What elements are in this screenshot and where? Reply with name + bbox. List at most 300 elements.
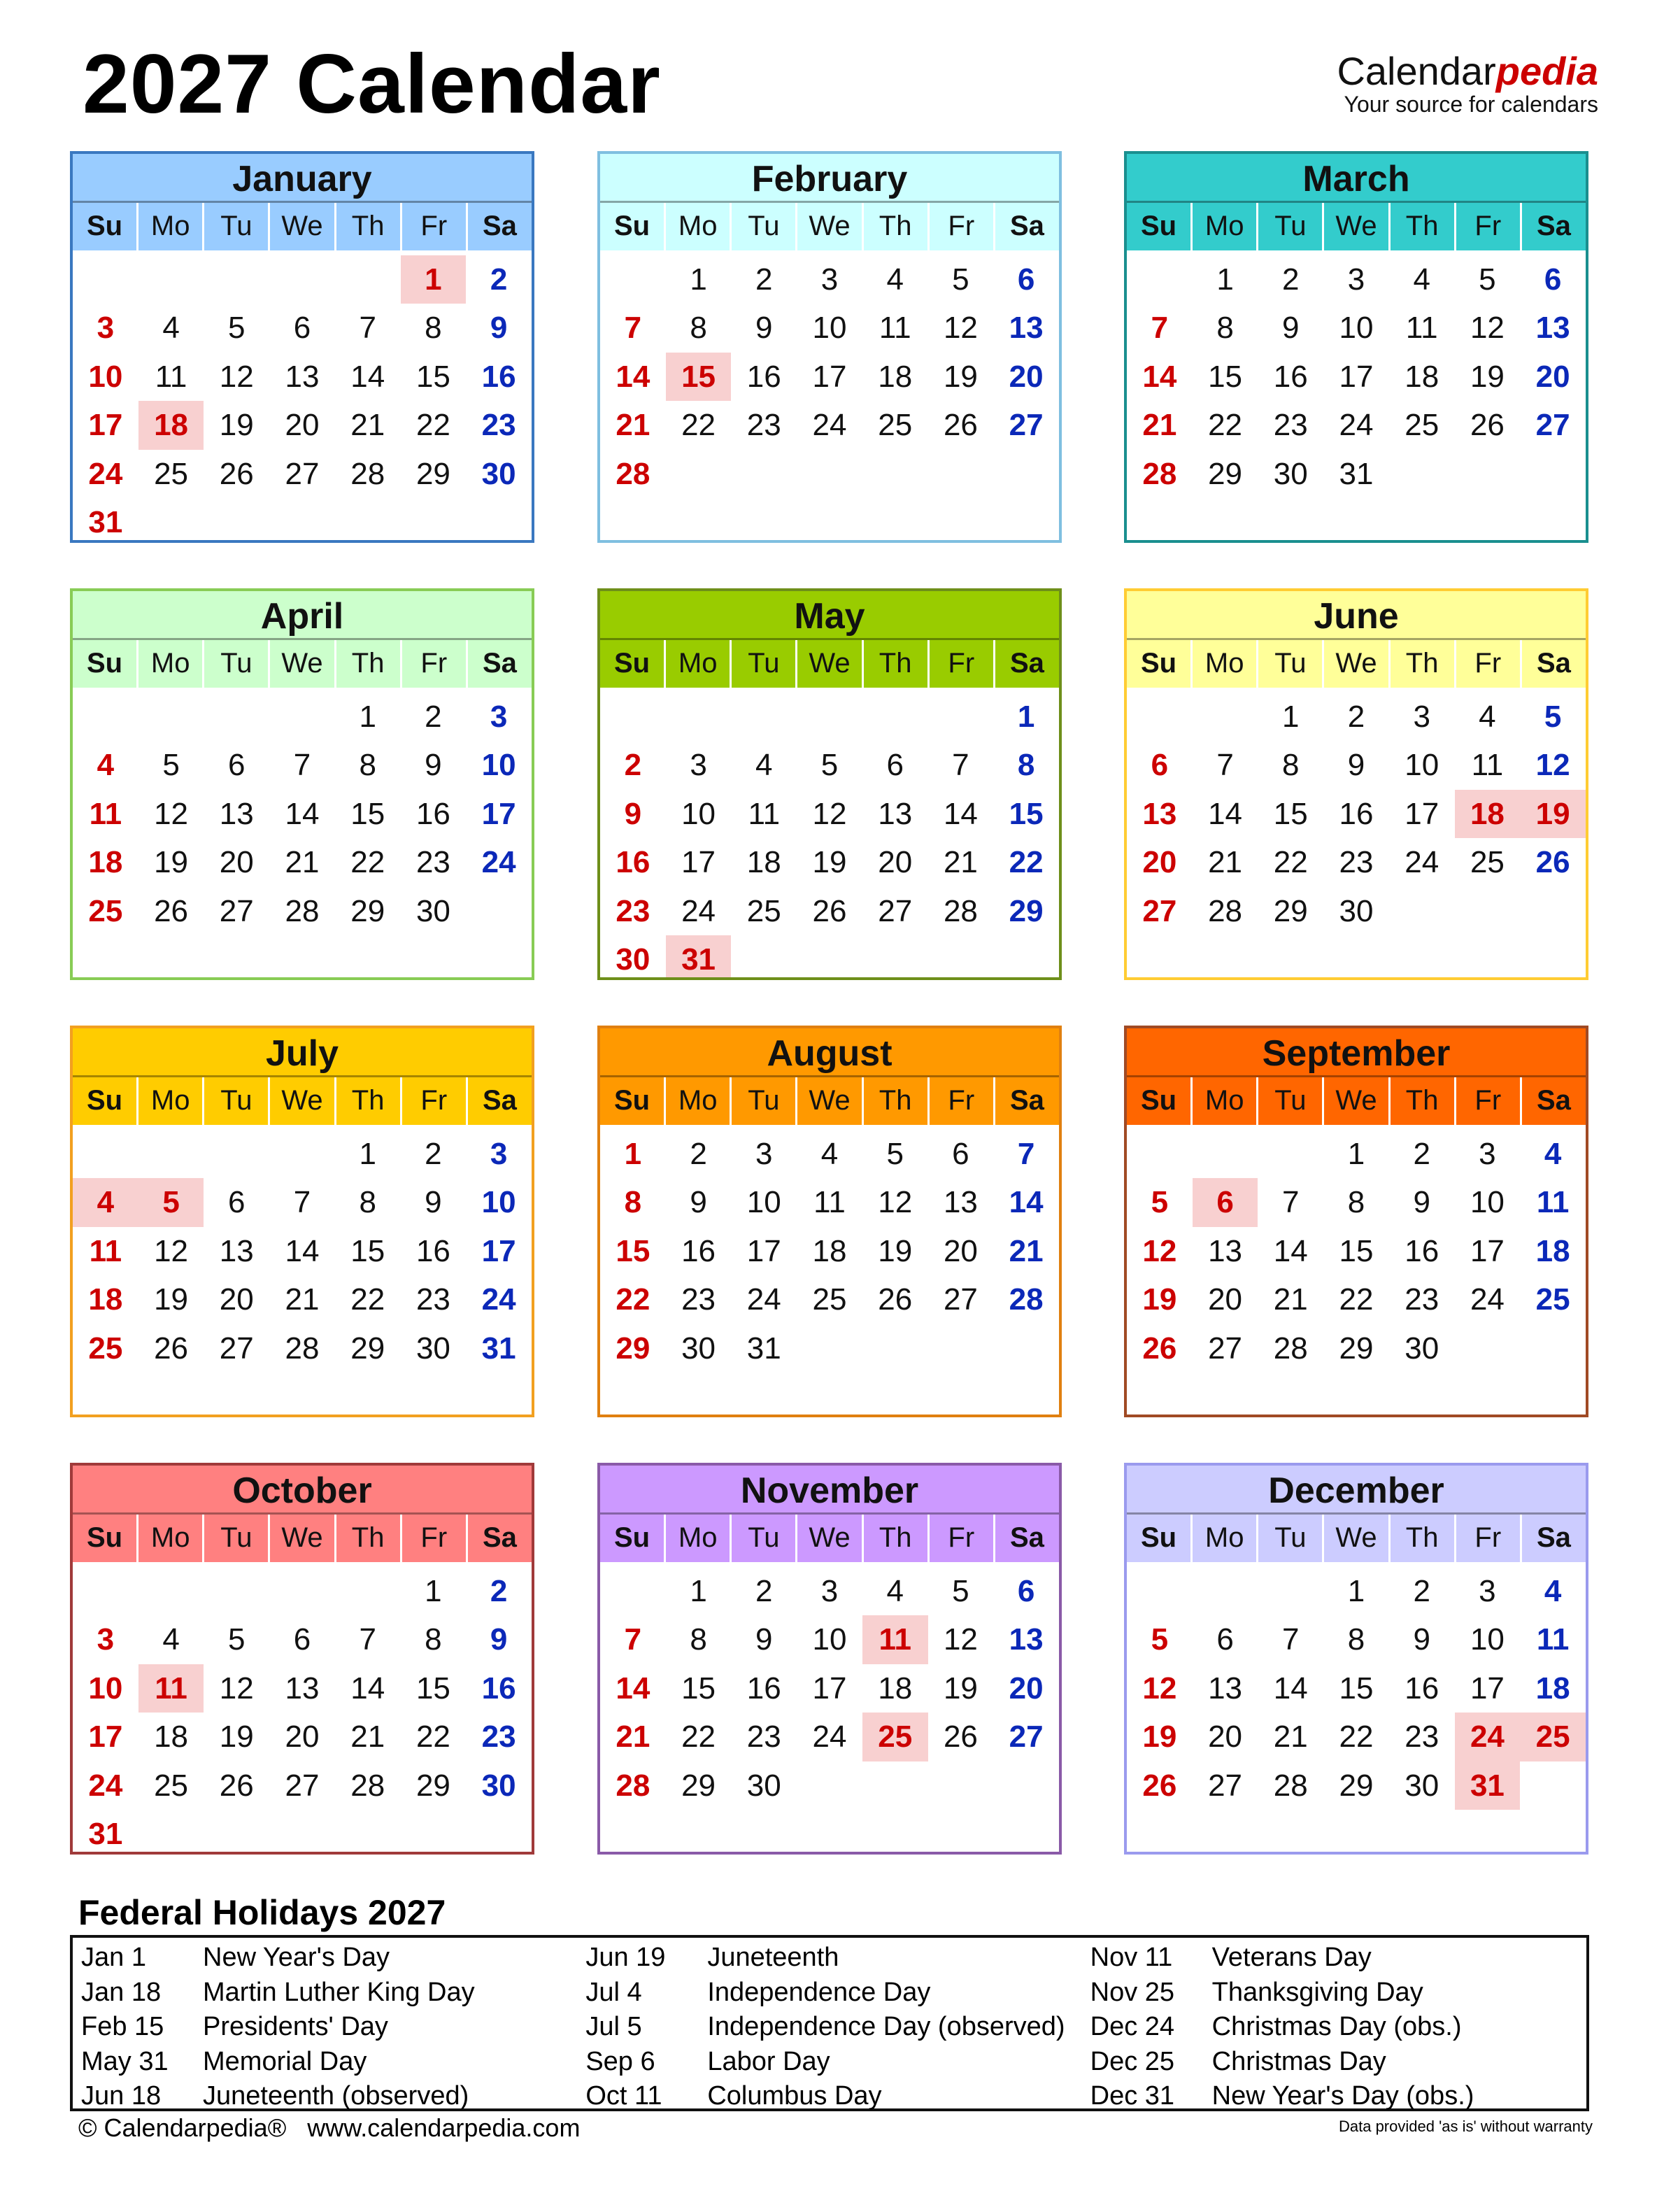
day-cell: 14 [1142, 359, 1177, 394]
weekday-label: Mo [138, 1077, 204, 1125]
day-cell: 19 [878, 1233, 913, 1268]
day-cell: 23 [1273, 408, 1308, 443]
day-cell: 9 [425, 748, 442, 783]
day-cell: 11 [748, 796, 781, 831]
day-cell: 28 [285, 1331, 320, 1366]
empty-cell [269, 255, 335, 304]
day-cell: 7 [1017, 1137, 1035, 1171]
day-cell: 11 [813, 1185, 846, 1220]
day-cell: 16 [481, 359, 516, 394]
empty-cell [1127, 255, 1193, 304]
month-march [1124, 151, 1588, 543]
day-cell: 30 [746, 1768, 781, 1803]
weekday-label: We [797, 1077, 863, 1125]
day-cell: 6 [1151, 748, 1169, 783]
day-cell: 6 [1017, 1574, 1035, 1608]
day-cell: 5 [1151, 1185, 1169, 1220]
day-cell: 21 [1273, 1282, 1308, 1317]
brand-logo[interactable] [1337, 50, 1598, 116]
day-cell: 24 [812, 1720, 847, 1754]
day-cell: 2 [490, 1574, 508, 1608]
day-cell: 1 [425, 1574, 442, 1608]
weekday-label: Mo [138, 1515, 204, 1562]
day-cell: 20 [943, 1233, 978, 1268]
day-cell: 25 [812, 1282, 847, 1317]
day-cell: 10 [812, 311, 847, 346]
day-cell: 17 [1405, 796, 1439, 831]
day-cell: 7 [624, 1622, 642, 1657]
weekday-label: Sa [1009, 648, 1044, 679]
holiday-row [73, 1976, 577, 2011]
empty-cell [269, 1130, 335, 1178]
day-cell: 22 [1273, 845, 1308, 880]
brand-name-main: Calendar [1337, 49, 1496, 93]
day-cell: 21 [1208, 845, 1243, 880]
day-cell: 8 [1347, 1185, 1365, 1220]
weekday-header [600, 1515, 1059, 1562]
weekday-label: We [1324, 203, 1390, 250]
day-cell: 29 [681, 1768, 716, 1803]
weekday-label: Mo [1193, 1077, 1258, 1125]
day-cell: 30 [1405, 1331, 1439, 1366]
month-name: December [1127, 1466, 1586, 1515]
day-cell: 26 [1142, 1331, 1177, 1366]
day-cell: 11 [1536, 1622, 1570, 1657]
holiday-name: Christmas Day [1211, 2046, 1386, 2076]
empty-cell [1258, 1130, 1323, 1178]
holiday-day-cell: 18 [138, 401, 204, 449]
day-cell: 29 [350, 1331, 385, 1366]
day-cell: 27 [219, 893, 254, 928]
holiday-column [577, 1938, 1081, 2111]
day-cell: 14 [350, 359, 385, 394]
day-grid [1127, 250, 1586, 498]
holiday-date: Sep 6 [585, 2046, 655, 2076]
holiday-name: Memorial Day [203, 2046, 367, 2076]
day-cell: 8 [425, 1622, 442, 1657]
day-cell: 5 [952, 262, 969, 297]
day-cell: 6 [952, 1137, 969, 1171]
day-cell: 15 [1208, 359, 1243, 394]
day-cell: 22 [415, 408, 450, 443]
day-cell: 9 [1413, 1622, 1430, 1657]
day-cell: 11 [89, 1233, 122, 1268]
day-cell: 19 [1142, 1282, 1177, 1317]
day-cell: 6 [1017, 262, 1035, 297]
day-cell: 25 [1535, 1282, 1570, 1317]
weekday-label: Fr [1456, 640, 1522, 688]
brand-name-accent: pedia [1495, 49, 1598, 93]
holiday-name: Presidents' Day [203, 2012, 388, 2042]
holiday-date: Nov 11 [1090, 1943, 1173, 1972]
day-cell: 17 [1339, 359, 1374, 394]
day-cell: 12 [154, 796, 189, 831]
weekday-label: Fr [930, 203, 995, 250]
weekday-label: Tu [204, 1515, 270, 1562]
holiday-name: Columbus Day [707, 2081, 882, 2111]
day-cell: 5 [952, 1574, 969, 1608]
weekday-label: Tu [204, 1077, 270, 1125]
day-cell: 3 [1479, 1137, 1496, 1171]
day-cell: 24 [1405, 845, 1439, 880]
day-cell: 6 [228, 1185, 246, 1220]
day-cell: 15 [1339, 1671, 1374, 1706]
day-cell: 2 [490, 262, 508, 297]
day-cell: 3 [97, 1622, 115, 1657]
day-cell: 31 [1339, 456, 1374, 491]
day-cell: 27 [1009, 408, 1044, 443]
day-cell: 1 [690, 262, 707, 297]
day-cell: 8 [1347, 1622, 1365, 1657]
day-cell: 16 [681, 1233, 716, 1268]
day-cell: 1 [1216, 262, 1234, 297]
day-cell: 28 [1142, 456, 1177, 491]
day-cell: 13 [1142, 796, 1177, 831]
day-cell: 12 [1535, 748, 1570, 783]
day-cell: 5 [228, 311, 246, 346]
day-cell: 15 [350, 796, 385, 831]
month-name: September [1127, 1028, 1586, 1077]
day-cell: 28 [943, 893, 978, 928]
holiday-column [1082, 1938, 1586, 2111]
empty-cell [73, 1567, 138, 1615]
day-cell: 24 [681, 893, 716, 928]
day-cell: 6 [1216, 1622, 1234, 1657]
day-cell: 18 [1535, 1233, 1570, 1268]
day-cell: 21 [1009, 1233, 1044, 1268]
day-cell: 17 [88, 408, 123, 443]
footer-url-link[interactable]: www.calendarpedia.com [307, 2113, 581, 2142]
weekday-label: Su [600, 1515, 666, 1562]
empty-cell [1193, 1130, 1258, 1178]
holiday-day-cell: 18 [1455, 790, 1521, 838]
day-cell: 12 [812, 796, 847, 831]
day-cell: 26 [219, 456, 254, 491]
holiday-name: New Year's Day [203, 1943, 390, 1972]
day-cell: 29 [1339, 1768, 1374, 1803]
weekday-label: Fr [1456, 1515, 1522, 1562]
weekday-label: Su [73, 1077, 138, 1125]
holiday-date: Feb 15 [81, 2012, 164, 2042]
day-cell: 27 [1208, 1331, 1243, 1366]
weekday-label: Su [1127, 1077, 1193, 1125]
empty-cell [928, 693, 994, 741]
day-cell: 10 [1339, 311, 1374, 346]
day-cell: 27 [285, 1768, 320, 1803]
weekday-label: Fr [402, 640, 468, 688]
empty-cell [1193, 1567, 1258, 1615]
day-cell: 22 [1339, 1720, 1374, 1754]
day-cell: 20 [1009, 1671, 1044, 1706]
weekday-label: Fr [930, 640, 995, 688]
day-cell: 21 [616, 408, 650, 443]
day-cell: 2 [755, 1574, 773, 1608]
day-cell: 9 [425, 1185, 442, 1220]
brand-tagline: Your source for calendars [1344, 92, 1598, 117]
day-cell: 30 [481, 456, 516, 491]
weekday-header [1127, 203, 1586, 250]
weekday-label: Mo [138, 203, 204, 250]
day-cell: 29 [415, 1768, 450, 1803]
day-cell: 20 [285, 1720, 320, 1754]
day-cell: 24 [1470, 1282, 1505, 1317]
day-cell: 19 [812, 845, 847, 880]
day-cell: 20 [878, 845, 913, 880]
holiday-row [1082, 1976, 1586, 2011]
day-cell: 10 [746, 1185, 781, 1220]
day-cell: 13 [1208, 1233, 1243, 1268]
holiday-day-cell: 11 [862, 1615, 928, 1664]
day-cell: 21 [1142, 408, 1177, 443]
holiday-date: Oct 11 [585, 2081, 662, 2111]
day-cell: 7 [624, 311, 642, 346]
day-cell: 9 [690, 1185, 707, 1220]
month-october [70, 1463, 534, 1855]
empty-cell [73, 693, 138, 741]
day-cell: 19 [943, 1671, 978, 1706]
weekday-label: We [797, 1515, 863, 1562]
day-cell: 3 [1479, 1574, 1496, 1608]
holiday-name: Independence Day [707, 1977, 931, 2007]
day-cell: 29 [1339, 1331, 1374, 1366]
day-cell: 25 [154, 1768, 189, 1803]
month-april [70, 588, 534, 980]
day-cell: 29 [1273, 893, 1308, 928]
day-cell: 30 [681, 1331, 716, 1366]
holiday-row [577, 1941, 1081, 1976]
day-cell: 29 [415, 456, 450, 491]
weekday-label: Fr [1456, 1077, 1522, 1125]
day-cell: 5 [886, 1137, 904, 1171]
footer-disclaimer: Data provided 'as is' without warranty [1338, 2118, 1593, 2135]
federal-holidays-title: Federal Holidays 2027 [78, 1893, 446, 1932]
empty-cell [1127, 1567, 1193, 1615]
day-grid [73, 1125, 532, 1373]
day-cell: 13 [943, 1185, 978, 1220]
day-cell: 17 [481, 1233, 516, 1268]
day-cell: 2 [624, 748, 642, 783]
day-cell: 24 [746, 1282, 781, 1317]
empty-cell [335, 255, 401, 304]
holiday-row [73, 1941, 577, 1976]
day-cell: 8 [425, 311, 442, 346]
day-cell: 10 [812, 1622, 847, 1657]
day-cell: 1 [359, 1137, 376, 1171]
day-cell: 23 [746, 408, 781, 443]
day-cell: 14 [1208, 796, 1243, 831]
weekday-label: Fr [930, 1515, 995, 1562]
day-cell: 3 [1413, 700, 1430, 734]
day-grid [600, 250, 1059, 498]
day-cell: 4 [755, 748, 773, 783]
day-cell: 1 [1347, 1574, 1365, 1608]
day-cell: 16 [1273, 359, 1308, 394]
day-cell: 4 [886, 262, 904, 297]
day-cell: 12 [1142, 1671, 1177, 1706]
day-cell: 17 [1470, 1233, 1505, 1268]
holiday-date: Jun 18 [81, 2081, 162, 2111]
day-cell: 2 [1347, 700, 1365, 734]
weekday-label: Su [73, 640, 138, 688]
day-cell: 15 [681, 1671, 716, 1706]
day-cell: 22 [1208, 408, 1243, 443]
weekday-label: Mo [666, 203, 732, 250]
weekday-label: Su [600, 203, 666, 250]
day-cell: 28 [616, 456, 650, 491]
day-cell: 30 [1405, 1768, 1439, 1803]
day-cell: 1 [624, 1137, 642, 1171]
day-cell: 16 [746, 1671, 781, 1706]
holiday-row [577, 2045, 1081, 2080]
empty-cell [269, 693, 335, 741]
holiday-date: Dec 24 [1090, 2012, 1175, 2042]
footer-left [78, 2113, 601, 2143]
weekday-label: Tu [1258, 203, 1324, 250]
month-name: October [73, 1466, 532, 1515]
weekday-label: Fr [1456, 203, 1522, 250]
holiday-row [73, 2079, 577, 2114]
weekday-label: Mo [666, 1515, 732, 1562]
day-cell: 1 [690, 1574, 707, 1608]
day-cell: 3 [820, 1574, 839, 1608]
day-cell: 3 [97, 311, 115, 346]
day-cell: 25 [878, 408, 913, 443]
weekday-label: Th [1391, 203, 1456, 250]
day-cell: 18 [878, 1671, 913, 1706]
day-cell: 23 [616, 893, 650, 928]
holiday-date: Jul 5 [585, 2012, 642, 2042]
day-cell: 30 [1273, 456, 1308, 491]
holiday-name: Thanksgiving Day [1211, 1977, 1423, 2007]
weekday-label: Sa [1536, 648, 1571, 679]
empty-cell [1127, 693, 1193, 741]
day-cell: 7 [1282, 1622, 1300, 1657]
month-september [1124, 1026, 1588, 1417]
weekday-label: Th [1391, 640, 1456, 688]
month-name: March [1127, 154, 1586, 203]
day-cell: 24 [88, 1768, 123, 1803]
holiday-day-cell: 25 [862, 1713, 928, 1761]
day-cell: 4 [97, 748, 115, 783]
holiday-date: Jun 19 [585, 1943, 666, 1972]
day-cell: 8 [359, 748, 376, 783]
weekday-label: Su [1127, 1515, 1193, 1562]
day-cell: 7 [952, 748, 969, 783]
holiday-name: Christmas Day (obs.) [1211, 2012, 1462, 2042]
day-cell: 14 [943, 796, 978, 831]
weekday-label: Th [1391, 1515, 1456, 1562]
day-cell: 18 [154, 1720, 189, 1754]
empty-cell [666, 693, 732, 741]
day-cell: 18 [1405, 359, 1439, 394]
day-cell: 23 [481, 1720, 516, 1754]
day-cell: 13 [1208, 1671, 1243, 1706]
day-cell: 27 [878, 893, 913, 928]
holiday-date: May 31 [81, 2046, 169, 2076]
weekday-label: Mo [1193, 203, 1258, 250]
day-cell: 22 [681, 1720, 716, 1754]
day-cell: 20 [285, 408, 320, 443]
day-cell: 29 [1208, 456, 1243, 491]
weekday-label: Tu [1258, 1077, 1324, 1125]
day-cell: 25 [88, 893, 123, 928]
day-grid [73, 1562, 532, 1855]
day-cell: 23 [681, 1282, 716, 1317]
day-cell: 5 [1479, 262, 1496, 297]
day-cell: 10 [1405, 748, 1439, 783]
day-cell: 27 [943, 1282, 978, 1317]
holiday-name: Veterans Day [1211, 1943, 1372, 1972]
day-cell: 11 [1536, 1185, 1570, 1220]
weekday-label: Fr [402, 203, 468, 250]
weekday-header [73, 1077, 532, 1125]
weekday-label: Su [73, 203, 138, 250]
day-cell: 12 [1470, 311, 1505, 346]
day-cell: 18 [1535, 1671, 1570, 1706]
day-cell: 17 [481, 796, 516, 831]
day-grid [600, 688, 1059, 980]
weekday-label: Su [600, 640, 666, 688]
day-grid [600, 1562, 1059, 1810]
day-cell: 22 [1339, 1282, 1374, 1317]
day-cell: 10 [681, 796, 716, 831]
holiday-day-cell: 6 [1193, 1178, 1258, 1226]
day-cell: 20 [1208, 1282, 1243, 1317]
day-cell: 16 [616, 845, 650, 880]
day-cell: 7 [1216, 748, 1234, 783]
holiday-day-cell: 5 [138, 1178, 204, 1226]
day-grid [73, 688, 532, 935]
day-cell: 11 [155, 359, 187, 394]
day-cell: 30 [1339, 893, 1374, 928]
month-august [597, 1026, 1062, 1417]
day-cell: 9 [1347, 748, 1365, 783]
day-cell: 26 [1470, 408, 1505, 443]
day-cell: 28 [1208, 893, 1243, 928]
weekday-label: Tu [732, 1077, 797, 1125]
month-january [70, 151, 534, 543]
day-cell: 27 [1208, 1768, 1243, 1803]
weekday-label: We [797, 203, 863, 250]
day-cell: 28 [350, 456, 385, 491]
day-cell: 17 [812, 1671, 847, 1706]
empty-cell [1127, 1130, 1193, 1178]
weekday-header [73, 1515, 532, 1562]
day-cell: 10 [88, 359, 123, 394]
day-cell: 8 [359, 1185, 376, 1220]
holiday-day-cell: 4 [73, 1178, 138, 1226]
day-cell: 18 [812, 1233, 847, 1268]
brand-name [1337, 50, 1598, 92]
day-cell: 17 [812, 359, 847, 394]
weekday-header [600, 640, 1059, 688]
day-cell: 5 [1544, 700, 1562, 734]
day-cell: 29 [350, 893, 385, 928]
day-cell: 18 [88, 1282, 123, 1317]
day-cell: 15 [350, 1233, 385, 1268]
holiday-row [1082, 2045, 1586, 2080]
weekday-label: Su [73, 1515, 138, 1562]
empty-cell [204, 255, 269, 304]
day-cell: 23 [746, 1720, 781, 1754]
weekday-label: Th [864, 203, 930, 250]
holiday-row [577, 2079, 1081, 2114]
day-cell: 19 [154, 1282, 189, 1317]
day-cell: 28 [616, 1768, 650, 1803]
day-cell: 6 [293, 1622, 311, 1657]
weekday-label: Tu [1258, 640, 1324, 688]
holiday-date: Jan 1 [81, 1943, 146, 1972]
